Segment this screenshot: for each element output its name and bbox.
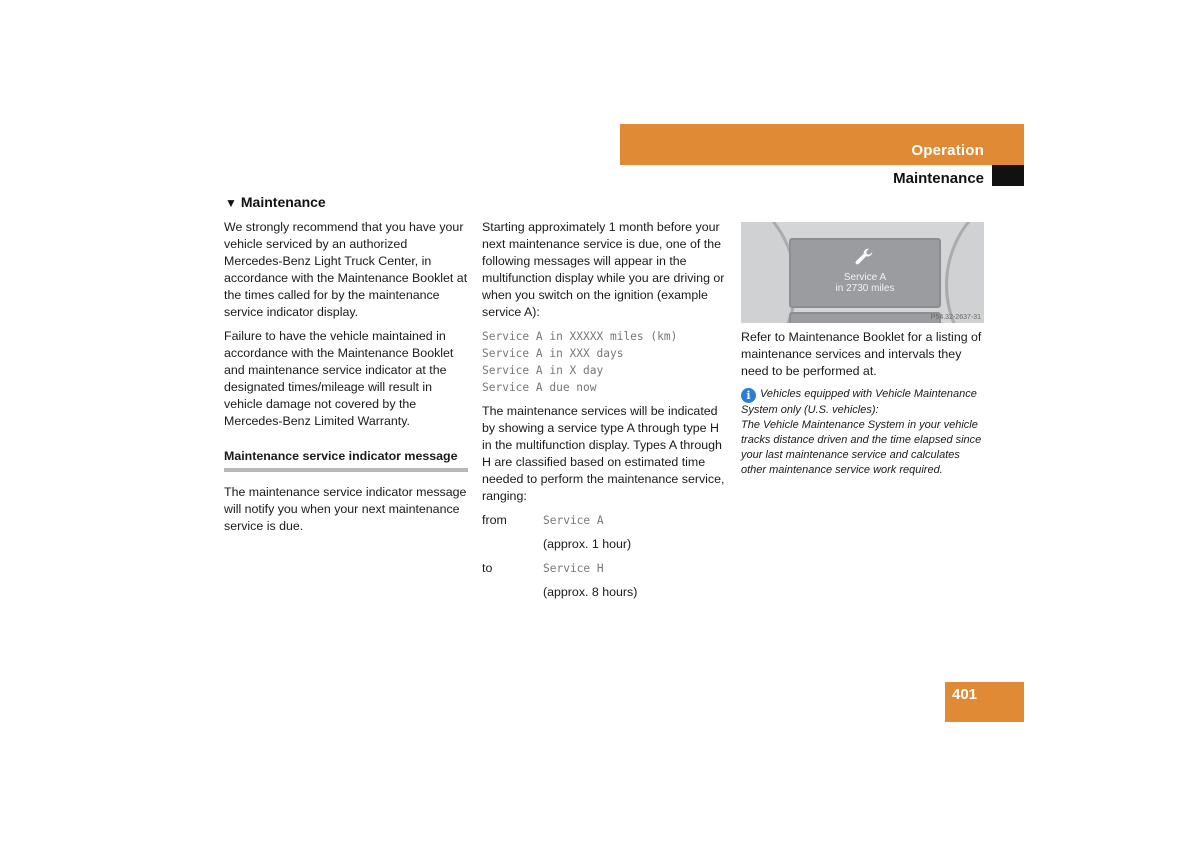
figure-code: P54.32-2637-31 (930, 314, 981, 321)
range-to-value: Service H (543, 562, 604, 575)
info-icon: i (741, 388, 756, 403)
column-3 (741, 329, 985, 478)
subsection-title: Maintenance (893, 170, 984, 187)
paragraph: We strongly recommend that you have your vehicle serviced by an authorized Mercedes-Benz Light Truck Center, in accordance with the Maintenance Booklet at the times called for by the maintenance service indicator display. (224, 220, 468, 319)
triangle-bullet-icon: ▼ (225, 196, 237, 210)
message-item: Service A in X day (482, 364, 604, 377)
display-line-2: in 2730 miles (835, 283, 895, 294)
display-lower-panel (789, 312, 941, 323)
range-from-value: Service A (543, 514, 604, 527)
header-marker (992, 165, 1024, 186)
message-item: Service A due now (482, 381, 597, 394)
multifunction-display (789, 238, 941, 308)
display-text (791, 272, 939, 294)
paragraph: Refer to Maintenance Booklet for a listing of maintenance services and intervals they need to be performed at. (741, 330, 982, 378)
service-range (482, 512, 728, 601)
gauge-right (945, 222, 984, 323)
message-item: Service A in XXXXX miles (km) (482, 330, 678, 343)
note-title: Vehicles equipped with Vehicle Maintenance System only (U.S. vehicles): (741, 388, 977, 416)
column-2 (482, 219, 728, 601)
info-note (741, 387, 985, 478)
column-1 (224, 219, 468, 542)
message-item: Service A in XXX days (482, 347, 624, 360)
paragraph: The maintenance service indicator message will notify you when your next maintenance service is due. (224, 485, 467, 533)
range-to-time: (approx. 8 hours) (543, 585, 638, 599)
section-title: Operation (911, 142, 984, 159)
paragraph: The maintenance services will be indicated by showing a service type A through type H in the multifunction display. Types A through H are classified based on estimated time needed to perform the maintenance service, ranging: (482, 404, 725, 503)
message-list (482, 328, 728, 396)
range-from-label: from (482, 513, 507, 527)
range-from-time: (approx. 1 hour) (543, 537, 632, 551)
instrument-cluster-figure (741, 222, 984, 323)
range-to-label: to (482, 561, 493, 575)
page-number: 401 (952, 686, 978, 703)
subheading: Maintenance service indicator message (224, 448, 468, 472)
paragraph: Starting approximately 1 month before your next maintenance service is due, one of the following messages will appear in the multifunction display while you are driving or when you switch on the ignition (example service A): (482, 220, 725, 319)
wrench-icon (853, 246, 875, 274)
note-body: The Vehicle Maintenance System in your vehicle tracks distance driven and the time elapsed since your last maintenance service and calculates other maintenance service work required. (741, 419, 982, 476)
paragraph: Failure to have the vehicle maintained in accordance with the Maintenance Booklet and maintenance service indicator at the designated times/mileage will result in vehicle damage not covered by the Mercedes-Benz Limited Warranty. (224, 329, 454, 428)
page-heading (225, 194, 326, 210)
page-heading-text: Maintenance (240, 194, 326, 210)
display-line-1: Service A (843, 272, 887, 283)
